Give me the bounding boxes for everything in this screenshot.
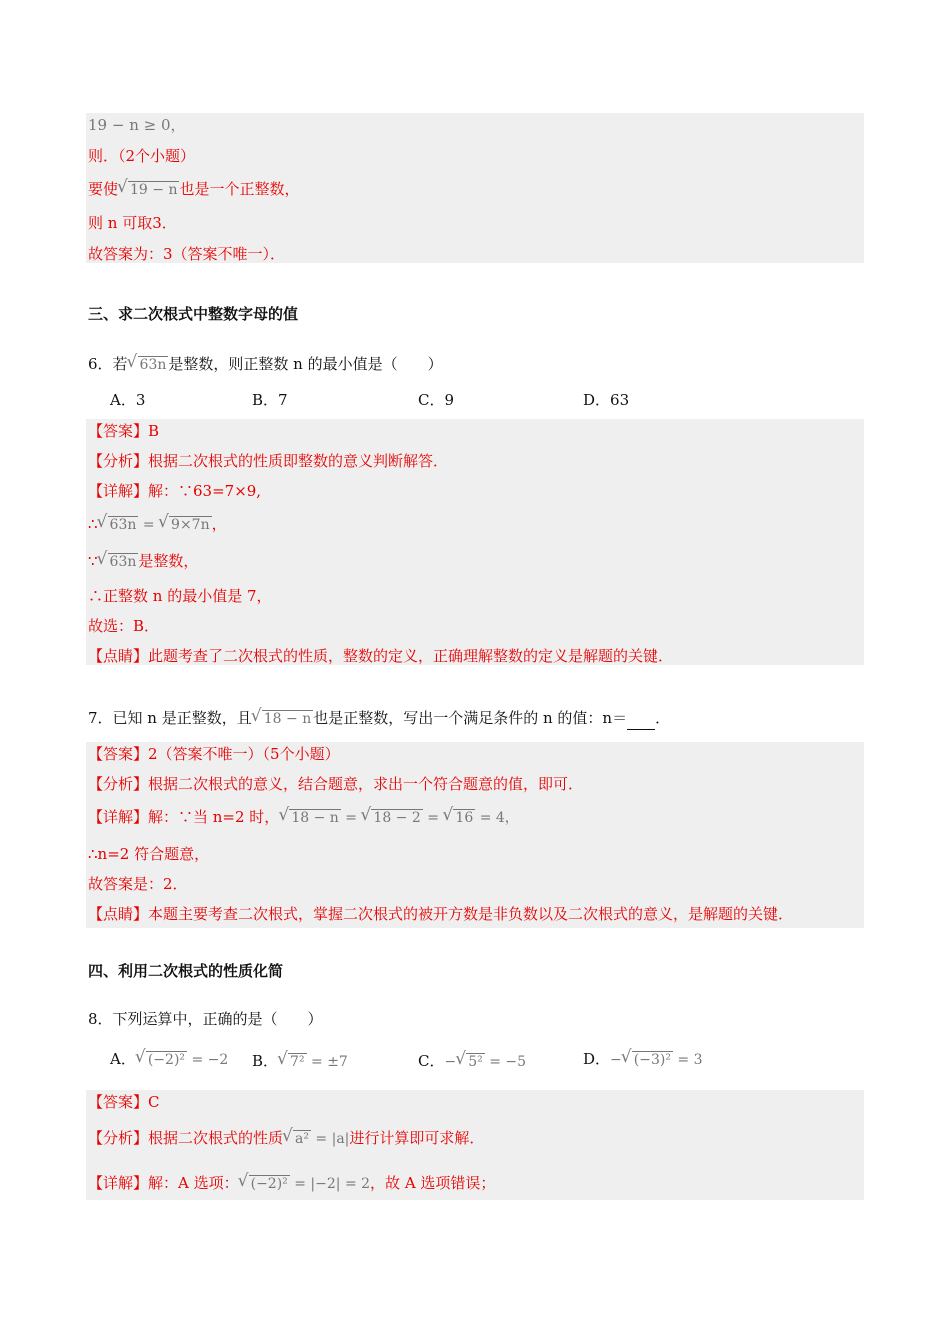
q7-comment: 【点睛】本题主要考查二次根式，掌握二次根式的被开方数是非负数以及二次根式的意义，是解题的关键． [88,905,794,923]
q6-answer: 【答案】B [88,422,160,440]
q6-stem [88,353,443,376]
prev-line-1 [88,114,186,136]
prev-line-3-pre: 要使 [88,180,119,198]
q8-stem: 8．下列运算中，正确的是（ ） [88,1010,323,1028]
because-symbol: ∵ [88,552,98,570]
prev-line-1-text: 19 − n ≥ 0， [88,116,186,134]
option-label: B． [252,1052,279,1070]
prev-line-3-post: 也是一个正整数， [179,180,300,198]
q8-answer: 【答案】C [88,1093,160,1111]
minus-sign: − [610,1052,622,1068]
q7-stem [88,707,670,730]
prev-line-2 [88,145,195,167]
q8-option-a [110,1048,228,1071]
q8-option-d [583,1048,703,1071]
radicand: (−3)² [633,1052,671,1068]
sqrt-expression [239,1173,290,1195]
sqrt-expression [622,1049,673,1071]
equals-sign: = [138,517,160,533]
radicand: (−2)² [147,1052,186,1068]
equals-sign: = [340,810,362,826]
q8-analysis-post: 进行计算即可求解． [349,1129,485,1147]
sqrt-expression [98,514,139,536]
abs-value: = |a| [310,1131,350,1147]
radicand: a² [295,1131,309,1147]
radicand: 7² [290,1054,305,1070]
q8-option-c [418,1050,526,1073]
q6-comment: 【点睛】此题考查了二次根式的性质，整数的定义，正确理解整数的定义是解题的关键． [88,647,674,665]
q6-option-c: C．9 [418,391,455,409]
radicand: 16 [455,810,474,826]
sqrt-expression [361,807,422,829]
prev-line-5-text: 故答案为：3（答案不唯一）． [88,245,286,263]
radicand: 63n [139,357,167,373]
sqrt-expression [283,1128,311,1150]
result: = ±7 [306,1054,348,1070]
q6-option-b: B．7 [252,391,288,409]
q6-analysis: 【分析】根据二次根式的性质即整数的意义判断解答． [88,452,449,470]
prev-line-4-text: 则 n 可取3． [88,214,177,232]
radicand: 63n [109,554,137,570]
answer-blank[interactable] [627,715,655,730]
q6-option-d: D．63 [583,391,630,409]
sqrt-expression [98,551,139,573]
q6-detail-1: 【详解】解：∵63=7×9, [88,482,262,500]
sqrt-expression [456,1051,485,1073]
sqrt-expression [159,514,212,536]
q8-detail-1-pre: 【详解】解：A 选项： [88,1174,239,1192]
q6-option-a: A．3 [110,391,146,409]
result: = 4， [475,810,519,826]
q7-detail-1 [88,806,519,829]
q6-stem-pre: 6．若 [88,355,128,373]
therefore-symbol: ∴ [88,515,98,533]
option-label: A． [110,1050,136,1068]
option-label: D． [583,1050,611,1068]
q6-stem-post: 是整数，则正整数 n 的最小值是（ ） [168,355,443,373]
sqrt-expression [278,1051,307,1073]
q6-detail-4: ∴正整数 n 的最小值是 7， [88,587,272,605]
section-3-heading: 三、求二次根式中整数字母的值 [88,305,299,323]
q8-detail-1-post: ，故 A 选项错误； [370,1174,496,1192]
q7-stem-post: 也是正整数，写出一个满足条件的 n 的值：n＝ [313,709,628,727]
q7-stem-end: ． [655,709,671,727]
minus-sign: − [444,1054,457,1070]
result: = 3 [672,1052,703,1068]
radicand: 19 − n [130,182,178,198]
q8-option-b [252,1050,348,1073]
q7-analysis: 【分析】根据二次根式的意义，结合题意，求出一个符合题意的值，即可． [88,775,584,793]
prev-line-2-text: 则．（2个小题） [88,147,196,165]
radicand: 18 − n [263,711,312,727]
radicand: 5² [468,1054,483,1070]
q8-detail-1 [88,1172,495,1195]
q7-detail-3: 故答案是：2． [88,875,188,893]
q7-detail-1-pre: 【详解】解：∵当 n=2 时， [88,808,280,826]
radicand: 18 − n [291,810,339,826]
q6-detail-3-post: 是整数， [138,552,199,570]
q7-stem-pre: 7．已知 n 是正整数，且 [88,709,252,727]
abs-value: = |−2| = 2 [289,1176,371,1192]
radicand: 63n [109,517,137,533]
sqrt-expression [128,354,169,376]
sqrt-expression [443,807,475,829]
radicand: 9×7n [171,517,210,533]
q7-answer: 【答案】2（答案不唯一）（5个小题） [88,745,340,763]
sqrt-expression [252,708,313,730]
q8-analysis-pre: 【分析】根据二次根式的性质 [88,1129,284,1147]
result: = −2 [187,1052,229,1068]
result: = −5 [484,1054,527,1070]
q7-detail-2: ∴n=2 符合题意， [88,845,210,863]
q6-detail-3 [88,550,198,573]
section-4-heading: 四、利用二次根式的性质化简 [88,962,284,980]
option-label: C． [418,1052,445,1070]
sqrt-expression [118,179,179,201]
prev-line-3 [88,178,300,201]
prev-line-4 [88,212,177,234]
prev-line-5 [88,243,285,265]
q7-answer-box [86,742,864,928]
q8-analysis [88,1127,484,1150]
q6-detail-5: 故选：B． [88,617,160,635]
equals-sign: = [422,810,444,826]
sqrt-expression [279,807,340,829]
q6-detail-2 [88,513,227,536]
sqrt-expression [136,1049,187,1071]
punct: ， [211,515,227,533]
radicand: 18 − 2 [373,810,421,826]
radicand: (−2)² [250,1176,288,1192]
